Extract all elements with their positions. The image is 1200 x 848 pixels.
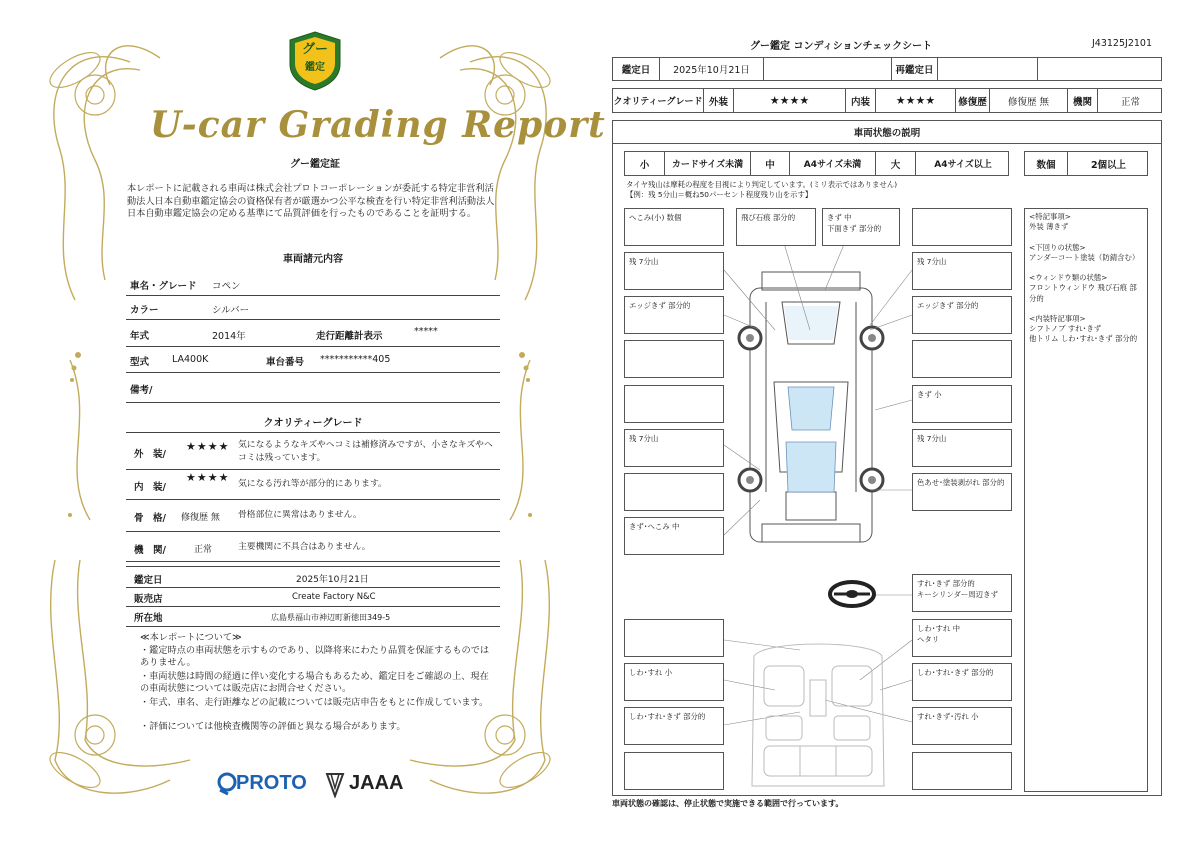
left-box-7	[624, 473, 724, 511]
intro-text: 本レポートに記載される車両は株式会社プロトコーポレーションが委託する特定非営利活動法人日本自動車鑑定協会の資格保有者が厳選かつ公平な検査を行い特定非営利活動法人日本自動車鑑定協会の定める基準にて品質評価を行ったものであることを証明する。	[127, 183, 495, 220]
condition-title: 車両状態の説明	[612, 120, 1162, 144]
notice-1: ・鑑定時点の車両状態を示すものであり、以降将来にわたり品質を保証するものではありません。	[140, 645, 490, 669]
right-box-5: 残 7分山	[912, 429, 1012, 467]
remarks-label: 備考/	[130, 385, 153, 396]
sheet-history-label: 修復歴	[955, 89, 989, 112]
right-box-3	[912, 340, 1012, 378]
sheet-history-value: 修復歴 無	[989, 89, 1067, 112]
spec-row-color	[126, 296, 500, 320]
proto-logo-text: PROTO	[236, 772, 307, 794]
grade-row-frame	[126, 500, 500, 532]
exterior-label: 外 装/	[134, 449, 166, 460]
sheet-footer: 車両状態の確認は、停止状態で実施できる範囲で行っています。	[612, 799, 844, 808]
size-large-desc: A4サイズ以上	[915, 152, 1010, 175]
size-small-desc: カードサイズ未満	[664, 152, 750, 175]
left-box-2: 残 7分山	[624, 252, 724, 290]
left-box-5	[624, 385, 724, 423]
interior-right-box-3: すれ･きず･汚れ 小	[912, 707, 1012, 745]
grade-row-exterior	[126, 432, 500, 470]
frame-label: 骨 格/	[134, 513, 166, 524]
top-box-1: 飛び石痕 部分的	[736, 208, 816, 246]
name-value: コペン	[212, 281, 241, 292]
certificate-subtitle: グー鑑定証	[290, 159, 340, 170]
frame-value: 修復歴 無	[181, 513, 220, 523]
right-box-2: エッジきず 部分的	[912, 296, 1012, 334]
notice-2: ・車両状態は時間の経過に伴い変化する場合もあるため、鑑定日をご確認の上、現在の車両状態については販売店にお問合せください。	[140, 671, 489, 695]
spec-row-name	[126, 272, 500, 296]
dealer-value: Create Factory N&C	[292, 592, 376, 602]
interior-right-box-1: しわ･すれ 中 ヘタリ	[912, 619, 1012, 657]
specs-title: 車両諸元内容	[283, 254, 343, 265]
spec-row-remarks	[126, 373, 500, 403]
badge-line2: 鑑定	[305, 62, 325, 73]
size-small: 小	[639, 159, 650, 171]
color-value: シルバー	[212, 305, 250, 316]
jaaa-logo-icon	[324, 770, 346, 798]
sheet-interior-stars: ★★★★	[875, 89, 955, 112]
sheet-quality-label: クオリティーグレード	[613, 97, 703, 107]
date-label: 鑑定日	[134, 575, 163, 586]
left-box-4	[624, 340, 724, 378]
top-box-2: きず 中 下面きず 部分的	[822, 208, 900, 246]
exterior-stars: ★★★★	[186, 440, 230, 453]
year-label: 年式	[130, 331, 150, 342]
interior-right-box-2: しわ･すれ･きず 部分的	[912, 663, 1012, 701]
size-mid: 中	[750, 152, 789, 175]
mileage-label: 走行距離計表示	[316, 331, 383, 342]
exterior-desc: 気になるようなキズやヘコミは補修済みですが、小さなキズやヘコミは残っています。	[238, 440, 493, 463]
sheet-engine-label: 機関	[1067, 89, 1097, 112]
interior-stars: ★★★★	[186, 471, 230, 484]
count-label: 数個	[1036, 159, 1056, 171]
right-box-6: 色あせ･塗装剥がれ 部分的	[912, 473, 1012, 511]
badge-line1: グー	[301, 42, 328, 57]
special-notes: <特記事項> 外装 薄きず <下回りの状態> アンダーコート塗装（防錆含む） <ウィンドウ類の状態> フロントウィンドウ 飛び石痕 部分的 <内装特記事項> シフトノブ すれ･きず 他トリム しわ･すれ･きず 部分的	[1024, 208, 1148, 792]
info-row-address	[126, 607, 500, 627]
size-large: 大	[875, 152, 915, 175]
report-title: U-car Grading Report	[150, 104, 606, 146]
count-value: 2個以上	[1067, 152, 1149, 175]
date-value: 2025年10月21日	[296, 575, 369, 585]
notice-title: ≪本レポートについて≫	[140, 632, 242, 643]
info-row-date	[126, 566, 500, 588]
grade-row-interior	[126, 470, 500, 500]
interior-label: 内 装/	[134, 482, 166, 493]
model-value: LA400K	[172, 354, 209, 365]
quality-title: クオリティーグレード	[263, 418, 363, 429]
sheet-interior-label: 内装	[845, 89, 875, 112]
grade-row-engine	[126, 532, 500, 562]
info-row-dealer	[126, 588, 500, 607]
proto-logo-icon	[216, 772, 238, 796]
spec-row-model	[126, 347, 500, 373]
tire-note-2: 【例：残 5分山＝概ね50パーセント程度残り山を示す】	[626, 190, 813, 199]
spec-row-year	[126, 320, 500, 347]
frame-desc: 骨格部位に異常はありません。	[238, 510, 362, 520]
color-label: カラー	[130, 305, 159, 316]
condition-sheet	[600, 0, 1200, 848]
engine-desc: 主要機関に不具合はありません。	[238, 542, 371, 552]
engine-value: 正常	[194, 545, 213, 555]
left-box-6: 残 7分山	[624, 429, 724, 467]
chassis-label: 車台番号	[266, 357, 305, 368]
sheet-exterior-stars: ★★★★	[733, 89, 845, 112]
left-box-8: きず･へこみ 中	[624, 517, 724, 555]
model-label: 型式	[130, 357, 150, 368]
sheet-date-label: 鑑定日	[621, 65, 651, 76]
right-box-4: きず 小	[912, 385, 1012, 423]
steering-wheel-icon	[826, 579, 878, 609]
address-value: 広島県福山市神辺町新徳田349-5	[271, 613, 391, 622]
interior-desc: 気になる汚れ等が部分的にあります。	[238, 479, 387, 489]
interior-diagram	[744, 636, 892, 798]
sheet-engine-value: 正常	[1097, 89, 1163, 112]
sheet-title: グー鑑定 コンディションチェックシート	[750, 41, 933, 52]
engine-label: 機 関/	[134, 545, 166, 556]
top-box-3	[912, 208, 1012, 246]
tire-note-1: タイヤ残山は摩耗の程度を目視により判定しています。(ミリ表示ではありません)	[626, 180, 898, 189]
interior-right-box-4	[912, 752, 1012, 790]
interior-left-box-1	[624, 619, 724, 657]
jaaa-logo-text: JAAA	[349, 772, 404, 794]
dealer-label: 販売店	[134, 594, 163, 605]
year-value: 2014年	[212, 331, 246, 342]
mileage-value: *****	[414, 326, 438, 337]
chassis-value: ***********405	[320, 354, 391, 365]
name-label: 車名・グレード	[130, 281, 197, 292]
left-box-3: エッジきず 部分的	[624, 296, 724, 334]
notice-3: ・年式、車名、走行距離などの記載については販売店申告をもとに作成しています。	[140, 697, 489, 708]
right-box-1: 残 7分山	[912, 252, 1012, 290]
sheet-date-value: 2025年10月21日	[659, 58, 763, 80]
sheet-code: J43125J2101	[1092, 38, 1153, 49]
size-mid-desc: A4サイズ未満	[789, 152, 875, 175]
sheet-exterior-label: 外装	[703, 89, 733, 112]
interior-left-box-3: しわ･すれ･きず 部分的	[624, 707, 724, 745]
address-label: 所在地	[134, 613, 163, 624]
interior-left-box-4	[624, 752, 724, 790]
notice-4: ・評価については他検査機関等の評価と異なる場合があります。	[140, 721, 406, 732]
reinspect-label: 再鑑定日	[891, 58, 937, 80]
wheel-box: すれ･きず 部分的 キーシリンダー周辺きず	[912, 574, 1012, 612]
interior-left-box-2: しわ･すれ 小	[624, 663, 724, 701]
left-box-1: へこみ(小) 数個	[624, 208, 724, 246]
